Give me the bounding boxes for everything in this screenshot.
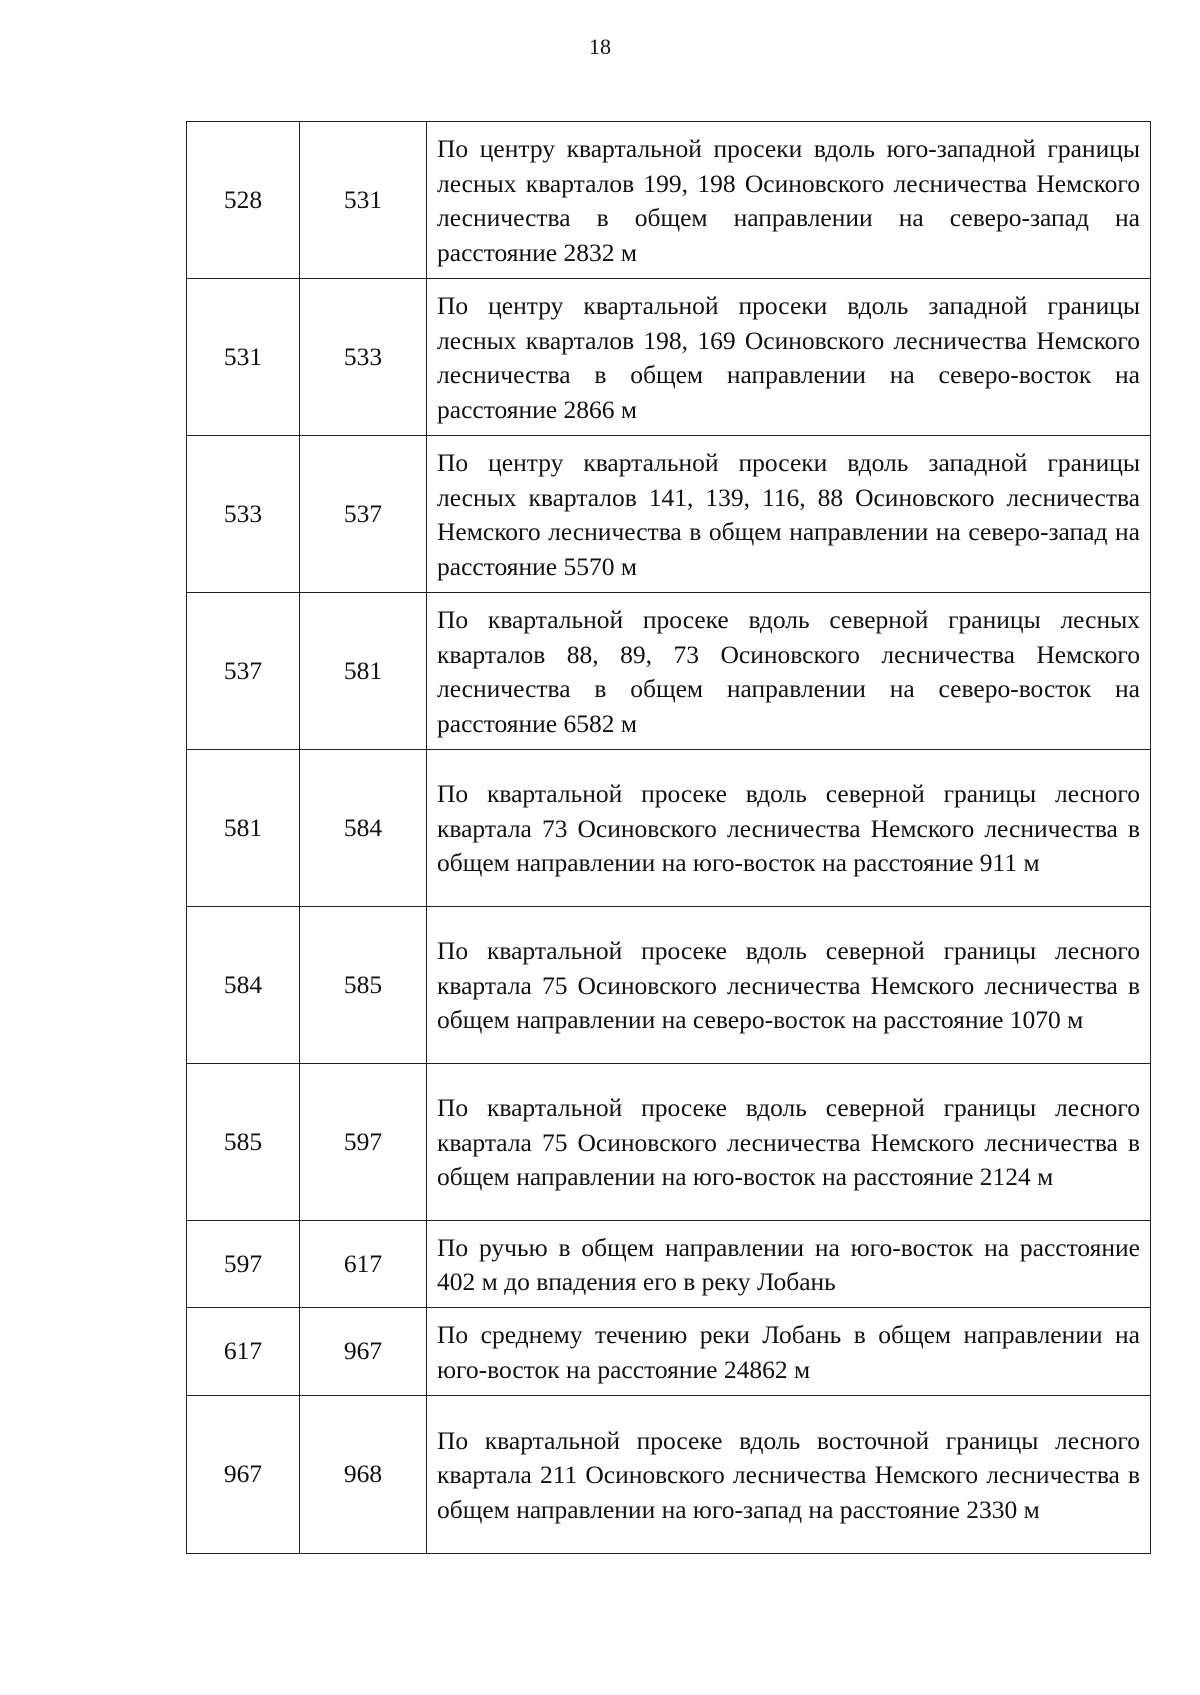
table-row <box>187 593 1151 750</box>
segment-description: По центру квартальной просеки вдоль западной границы лесных кварталов 141, 139, 116, 88 Осиновского лесничества Немского лесничества в общем направлении на северо-запад на расстояние 5570 м <box>427 436 1151 593</box>
segment-description: По квартальной просеке вдоль северной границы лесного квартала 75 Осиновского лесничества Немского лесничества в общем направлении на юго-восток на расстояние 2124 м <box>427 1064 1151 1221</box>
segment-description: По центру квартальной просеки вдоль юго-западной границы лесных кварталов 199, 198 Осиновского лесничества Немского лесничества в общем направлении на северо-запад на расстояние 2832 м <box>427 122 1151 279</box>
table-row <box>187 1064 1151 1221</box>
point-from: 537 <box>187 593 300 750</box>
segment-description: По квартальной просеке вдоль восточной границы лесного квартала 211 Осиновского лесничества Немского лесничества в общем направлении на юго-запад на расстояние 2330 м <box>427 1396 1151 1554</box>
segment-description: По квартальной просеке вдоль северной границы лесных кварталов 88, 89, 73 Осиновского лесничества Немского лесничества в общем направлении на северо-восток на расстояние 6582 м <box>427 593 1151 750</box>
point-to: 531 <box>300 122 427 279</box>
table-row <box>187 122 1151 279</box>
point-from: 581 <box>187 750 300 907</box>
point-to: 967 <box>300 1308 427 1396</box>
boundary-table <box>186 121 1151 1554</box>
segment-description: По квартальной просеке вдоль северной границы лесного квартала 73 Осиновского лесничества Немского лесничества в общем направлении на юго-восток на расстояние 911 м <box>427 750 1151 907</box>
point-to: 581 <box>300 593 427 750</box>
point-from: 533 <box>187 436 300 593</box>
segment-description: По квартальной просеке вдоль северной границы лесного квартала 75 Осиновского лесничества Немского лесничества в общем направлении на северо-восток на расстояние 1070 м <box>427 907 1151 1064</box>
page-number: 18 <box>589 34 611 59</box>
segment-description: По ручью в общем направлении на юго-восток на расстояние 402 м до впадения его в реку Лобань <box>427 1221 1151 1308</box>
point-from: 617 <box>187 1308 300 1396</box>
point-from: 528 <box>187 122 300 279</box>
table-row <box>187 1396 1151 1554</box>
point-to: 597 <box>300 1064 427 1221</box>
segment-description: По среднему течению реки Лобань в общем направлении на юго-восток на расстояние 24862 м <box>427 1308 1151 1396</box>
table-row <box>187 436 1151 593</box>
table-row <box>187 279 1151 436</box>
point-to: 533 <box>300 279 427 436</box>
point-to: 617 <box>300 1221 427 1308</box>
table-row <box>187 750 1151 907</box>
point-to: 968 <box>300 1396 427 1554</box>
point-from: 531 <box>187 279 300 436</box>
table-row <box>187 1308 1151 1396</box>
table-row <box>187 1221 1151 1308</box>
point-to: 584 <box>300 750 427 907</box>
table-row <box>187 907 1151 1064</box>
point-to: 585 <box>300 907 427 1064</box>
point-from: 584 <box>187 907 300 1064</box>
point-from: 967 <box>187 1396 300 1554</box>
point-from: 597 <box>187 1221 300 1308</box>
segment-description: По центру квартальной просеки вдоль западной границы лесных кварталов 198, 169 Осиновского лесничества Немского лесничества в общем направлении на северо-восток на расстояние 2866 м <box>427 279 1151 436</box>
point-to: 537 <box>300 436 427 593</box>
point-from: 585 <box>187 1064 300 1221</box>
